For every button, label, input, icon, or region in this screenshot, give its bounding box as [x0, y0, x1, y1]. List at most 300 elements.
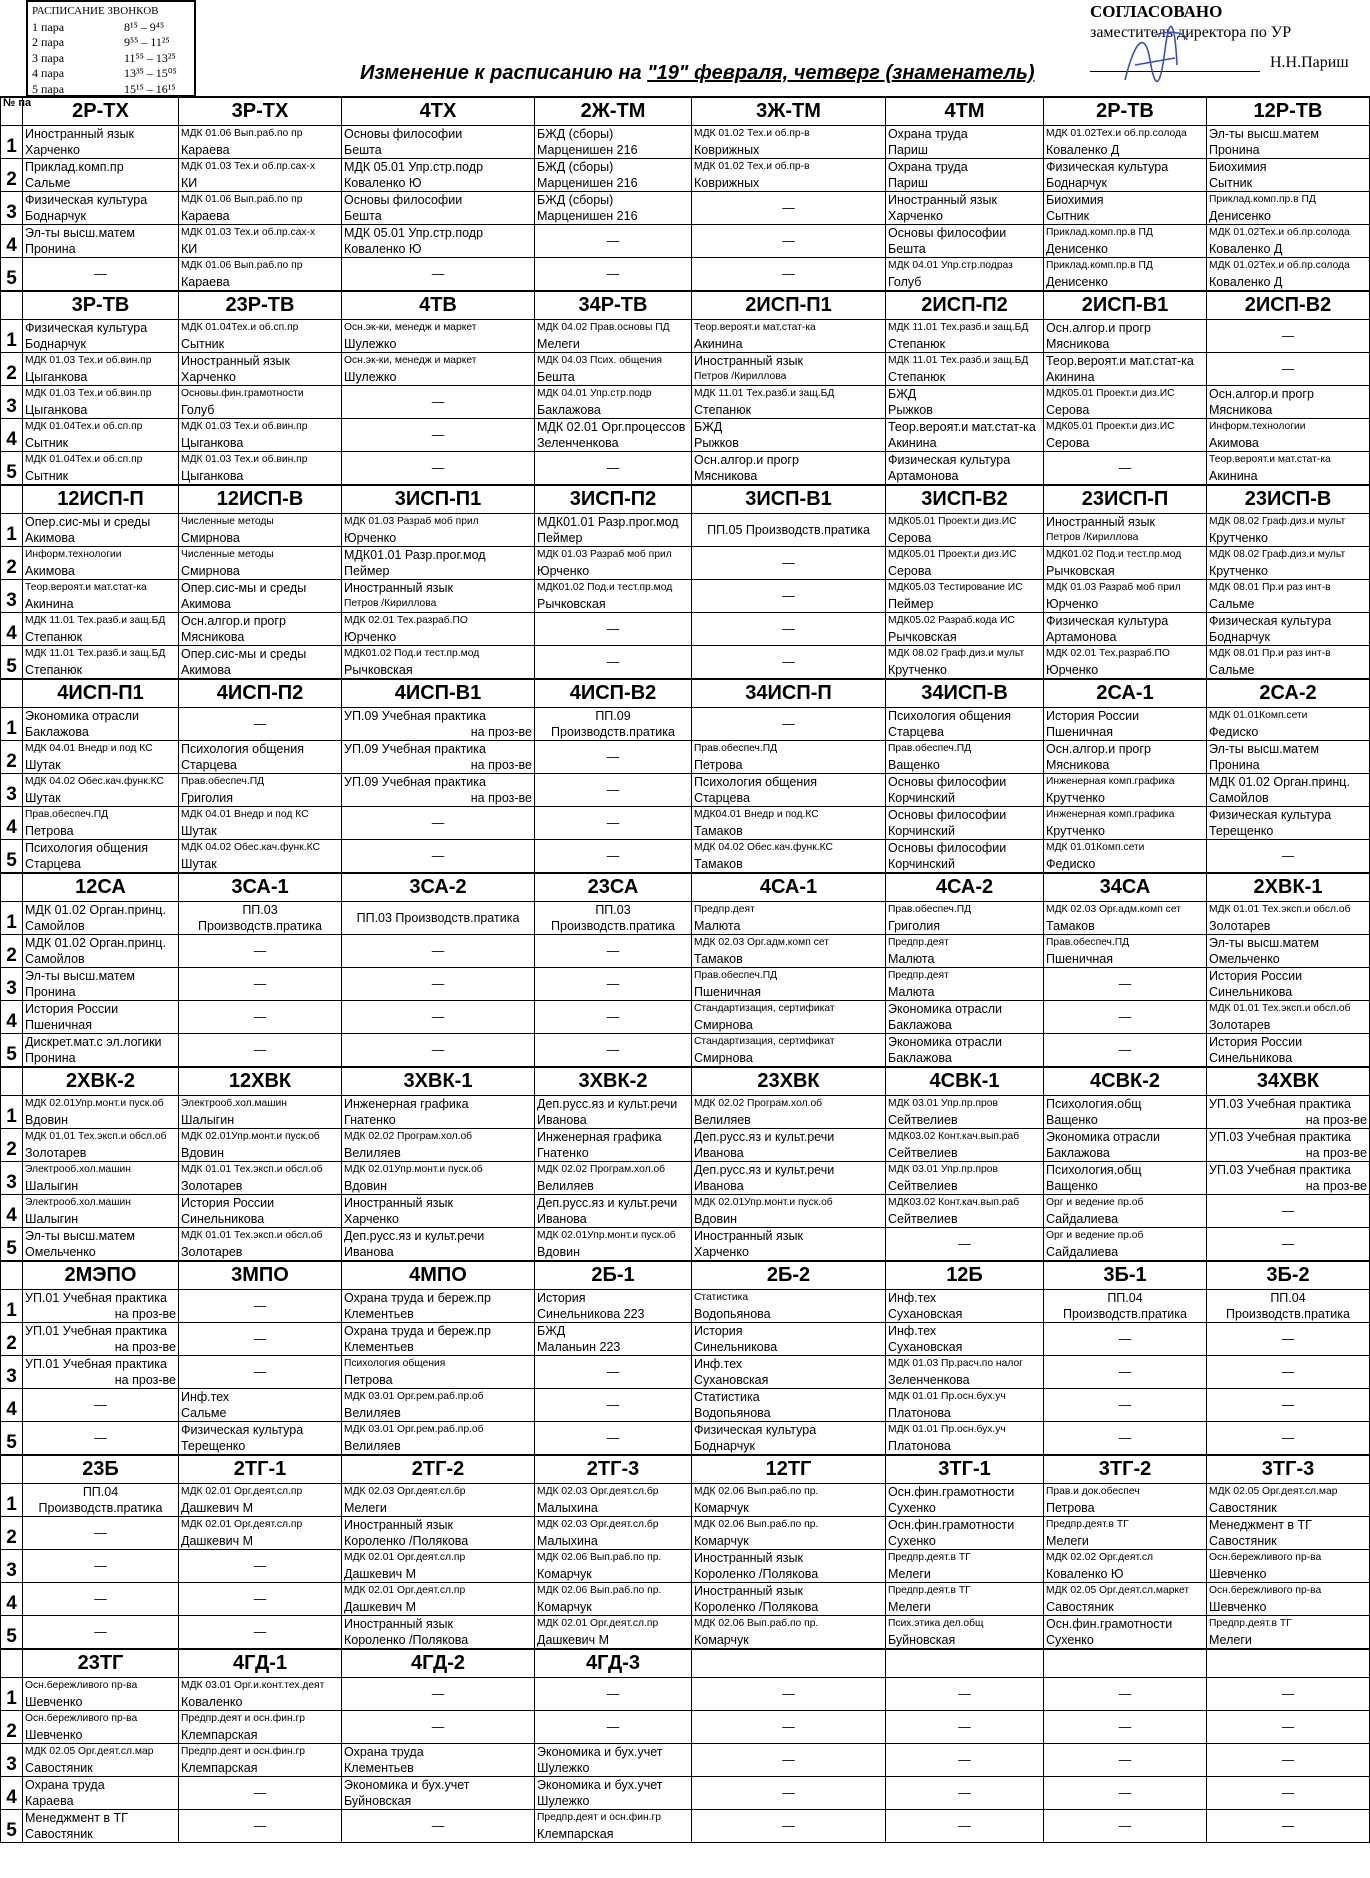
lesson-cell: —	[1044, 1389, 1207, 1422]
teacher-name: Буйновская	[888, 1633, 956, 1647]
pair-number: 2	[1, 547, 23, 580]
lesson-cell: —	[179, 1356, 342, 1389]
lesson-cell	[535, 547, 692, 580]
teacher-name: Мясникова	[1046, 758, 1110, 772]
subject-name: УП.01 Учебная практика	[25, 1291, 167, 1305]
subject-name: МДК 04.01 Внедр и под КС	[181, 809, 309, 820]
subject-name: БЖД (сборы)	[537, 193, 614, 207]
group-name: 2ХВК-2	[23, 1067, 179, 1096]
lesson-cell	[1044, 807, 1207, 840]
lesson-cell: —	[179, 1001, 342, 1034]
teacher-name: Акинина	[1209, 469, 1258, 483]
lesson-row	[1, 386, 1370, 419]
lesson-cell	[535, 902, 692, 935]
lesson-cell	[1044, 1129, 1207, 1162]
lesson-cell	[342, 514, 535, 547]
subject-name: Электрооб.хол.машин	[25, 1164, 131, 1175]
lesson-cell	[886, 258, 1044, 292]
lesson-row	[1, 1195, 1370, 1228]
lesson-row	[1, 159, 1370, 192]
lesson-cell	[23, 514, 179, 547]
subject-name: Деп.русс.яз и культ.речи	[537, 1196, 678, 1210]
subject-name: МДК 02.05 Орг.деят.сл.мар	[1209, 1486, 1338, 1497]
subject-name: Иностранный язык	[694, 1584, 803, 1598]
group-header-row	[1, 1067, 1370, 1096]
teacher-name: Золотарев	[181, 1245, 243, 1259]
subject-name: Основы философии	[888, 226, 1007, 240]
subject-name: Экономика отрасли	[1046, 1130, 1160, 1144]
teacher-name: Савостяник	[1209, 1534, 1277, 1548]
lesson-cell	[535, 1162, 692, 1195]
teacher-name: Вдовин	[537, 1245, 580, 1259]
lesson-cell	[1207, 902, 1370, 935]
teacher-name: Омельченко	[1209, 952, 1280, 966]
teacher-name: Синельникова	[694, 1340, 778, 1354]
subject-name: Иностранный язык	[694, 1229, 803, 1243]
group-name: 2ИСП-П2	[886, 291, 1044, 320]
subject-name: Прав.обеспеч.ПД	[888, 904, 972, 915]
pair-number-header	[1, 1649, 23, 1678]
subject-name: МДК 01.02 Орган.принц.	[25, 903, 166, 917]
lesson-cell	[535, 580, 692, 613]
subject-name: Физическая культура	[25, 193, 148, 207]
subject-name: Экономика и бух.учет	[537, 1778, 663, 1792]
lesson-cell	[886, 1583, 1044, 1616]
lesson-cell	[535, 192, 692, 225]
subject-name: УП.01 Учебная практика	[25, 1357, 167, 1371]
teacher-name: Шутак	[181, 857, 217, 871]
teacher-name: Сухенко	[888, 1534, 936, 1548]
subject-name: МДК 02.01 Тех.разраб.ПО	[344, 615, 468, 626]
lesson-row	[1, 708, 1370, 741]
subject-name: Иностранный язык	[694, 354, 803, 368]
pair-number: 3	[1, 1162, 23, 1195]
lesson-row	[1, 774, 1370, 807]
teacher-name: Ващенко	[1046, 1113, 1098, 1127]
lesson-row	[1, 419, 1370, 452]
subject-name: МДК 03.01 Орг.рем.раб.пр.об	[344, 1424, 484, 1435]
lesson-cell: —	[342, 1034, 535, 1068]
group-name: 3Б-1	[1044, 1261, 1207, 1290]
subject-name: Психология общения	[181, 742, 305, 756]
lesson-cell	[692, 902, 886, 935]
subject-name: УП.09 Учебная практика	[344, 742, 486, 756]
subject-name: Охрана труда	[25, 1778, 105, 1792]
pair-number: 4	[1, 613, 23, 646]
lesson-cell	[179, 840, 342, 874]
teacher-name: на проз-ве	[1305, 1146, 1367, 1160]
lesson-cell	[1207, 1034, 1370, 1068]
group-name: 4ИСП-П1	[23, 679, 179, 708]
lesson-cell	[535, 1228, 692, 1262]
teacher-name: Золотарев	[181, 1179, 243, 1193]
teacher-name: Цыганкова	[25, 403, 88, 417]
teacher-name: Рыжков	[694, 436, 739, 450]
lesson-cell	[179, 902, 342, 935]
teacher-name: Рычковская	[344, 663, 413, 677]
subject-name: ПП.04	[1270, 1291, 1306, 1305]
subject-name: БЖД	[694, 420, 723, 434]
pair-number: 5	[1, 258, 23, 292]
lesson-row	[1, 1517, 1370, 1550]
lesson-row	[1, 126, 1370, 159]
group-name: 2ИСП-В1	[1044, 291, 1207, 320]
lesson-cell	[1044, 1517, 1207, 1550]
lesson-cell	[1044, 419, 1207, 452]
lesson-cell	[179, 419, 342, 452]
subject-name: БЖД (сборы)	[537, 160, 614, 174]
teacher-name: Иванова	[344, 1245, 394, 1259]
lesson-cell	[342, 1356, 535, 1389]
lesson-cell: —	[342, 807, 535, 840]
lesson-row	[1, 968, 1370, 1001]
subject-name: Физическая культура	[25, 321, 148, 335]
pair-number: 1	[1, 1290, 23, 1323]
group-name: 23ХВК	[692, 1067, 886, 1096]
lesson-cell	[342, 741, 535, 774]
teacher-name: Рычковская	[537, 597, 606, 611]
title-date: "19" февраля, четверг (знаменатель)	[647, 62, 1035, 84]
subject-name: Осн.бережливого пр-ва	[25, 1713, 138, 1724]
lesson-cell	[886, 1422, 1044, 1456]
lesson-cell	[692, 320, 886, 353]
lesson-cell	[535, 708, 692, 741]
lesson-cell: —	[342, 840, 535, 874]
teacher-name: Велиляев	[344, 1406, 401, 1420]
lesson-cell	[692, 452, 886, 486]
lesson-cell	[535, 1096, 692, 1129]
group-name: 4ГД-2	[342, 1649, 535, 1678]
group-name: 4СА-2	[886, 873, 1044, 902]
lesson-cell	[342, 646, 535, 680]
teacher-name: Караева	[181, 143, 230, 157]
teacher-name: Баклажова	[1046, 1146, 1110, 1160]
lesson-cell	[1207, 1583, 1370, 1616]
lesson-cell	[886, 547, 1044, 580]
group-name: 2СА-2	[1207, 679, 1370, 708]
lesson-cell	[1044, 1228, 1207, 1262]
subject-name: МДК 01.06 Вып.раб.по пр	[181, 128, 303, 139]
pair-number: 1	[1, 1484, 23, 1517]
lesson-row	[1, 1777, 1370, 1810]
lesson-cell: —	[1207, 1678, 1370, 1711]
lesson-cell	[1044, 1162, 1207, 1195]
lesson-cell: —	[342, 968, 535, 1001]
subject-name: Эл-ты высш.матем	[25, 1229, 135, 1243]
group-header-row	[1, 485, 1370, 514]
lesson-cell	[342, 1744, 535, 1777]
lesson-cell	[342, 192, 535, 225]
lesson-cell	[1207, 159, 1370, 192]
teacher-name: Пеймер	[344, 564, 390, 578]
lesson-cell	[1207, 126, 1370, 159]
teacher-name: Крутченко	[1209, 564, 1268, 578]
subject-name: Осн.фин.грамотности	[888, 1518, 1015, 1532]
subject-name: МДК 01.02 Тех.и об.пр-в	[694, 128, 810, 139]
lesson-cell	[179, 386, 342, 419]
teacher-name: Мясникова	[694, 469, 758, 483]
lesson-cell	[1044, 840, 1207, 874]
lesson-cell	[342, 126, 535, 159]
lesson-cell	[23, 1744, 179, 1777]
subject-name: МДК 01.04Тех.и об.сп.пр	[25, 454, 143, 465]
pair-number: 1	[1, 1678, 23, 1711]
subject-name: Предпр.деят.в ТГ	[1209, 1618, 1292, 1629]
teacher-name: Короленко /Полякова	[694, 1567, 819, 1581]
subject-name: Опер.сис-мы и среды	[181, 647, 307, 661]
teacher-name: Акинина	[694, 337, 743, 351]
teacher-name: Юрченко	[1046, 663, 1099, 677]
teacher-name: Короленко /Полякова	[344, 1534, 469, 1548]
group-header-row	[1, 97, 1370, 126]
lesson-cell	[886, 708, 1044, 741]
subject-name: МДК 08.02 Граф.диз.и мульт	[1209, 516, 1346, 527]
pair-number: 4	[1, 807, 23, 840]
subject-name: МДК 02.02 Програм.хол.об	[537, 1164, 666, 1175]
lesson-row	[1, 741, 1370, 774]
teacher-name: Акимова	[25, 564, 75, 578]
lesson-cell: —	[692, 646, 886, 680]
lesson-cell	[886, 419, 1044, 452]
lesson-row	[1, 1389, 1370, 1422]
teacher-name: Иванова	[537, 1113, 587, 1127]
teacher-name: Шулежко	[344, 337, 397, 351]
lesson-cell	[692, 1484, 886, 1517]
lesson-cell	[342, 1550, 535, 1583]
teacher-name: Сайдалиева	[1046, 1212, 1119, 1226]
lesson-cell	[535, 1810, 692, 1843]
lesson-cell	[23, 225, 179, 258]
lesson-cell	[692, 1550, 886, 1583]
teacher-name: Мелеги	[344, 1501, 387, 1515]
teacher-name: Вдовин	[181, 1146, 224, 1160]
subject-name: Физическая культура	[1046, 160, 1169, 174]
subject-name: Предпр.деят.в ТГ	[888, 1552, 971, 1563]
lesson-cell: —	[886, 1810, 1044, 1843]
lesson-cell	[23, 1356, 179, 1389]
subject-name: Психология общения	[344, 1358, 446, 1369]
lesson-cell	[179, 514, 342, 547]
subject-name: МДК 01.01Комп.сети	[1209, 710, 1308, 721]
teacher-name: Марценишен 216	[537, 176, 638, 190]
lesson-cell	[23, 968, 179, 1001]
subject-name: Предпр.деят	[694, 904, 755, 915]
subject-name: Статистика	[694, 1390, 760, 1404]
lesson-cell	[342, 774, 535, 807]
teacher-name: Самойлов	[25, 919, 85, 933]
subject-name: Эл-ты высш.матем	[1209, 127, 1319, 141]
lesson-cell	[23, 159, 179, 192]
lesson-cell: —	[1207, 1228, 1370, 1262]
subject-name: МДК 01.02 Тех.и об.пр-в	[694, 161, 810, 172]
bell-schedule	[26, 0, 196, 97]
subject-name: МДК 02.06 Вып.раб.по пр.	[537, 1552, 662, 1563]
teacher-name: Акинина	[25, 597, 74, 611]
lesson-cell	[179, 1096, 342, 1129]
teacher-name: Малыхина	[537, 1534, 598, 1548]
teacher-name: Петрова	[25, 824, 74, 838]
subject-name: Менеджмент в ТГ	[1209, 1518, 1312, 1532]
subject-name: МДК 02.01Упр.монт.и пуск.об	[25, 1098, 164, 1109]
group-name: 2Б-1	[535, 1261, 692, 1290]
subject-name: Приклад.комп.пр.в ПД	[1046, 227, 1153, 238]
lesson-cell	[179, 1517, 342, 1550]
group-name: 23Б	[23, 1455, 179, 1484]
subject-name: МДК 02.06 Вып.раб.по пр.	[694, 1519, 819, 1530]
lesson-cell: —	[535, 258, 692, 292]
teacher-name: Серова	[1046, 436, 1090, 450]
lesson-cell	[342, 159, 535, 192]
lesson-cell: —	[692, 1711, 886, 1744]
subject-name: Деп.русс.яз и культ.речи	[537, 1097, 678, 1111]
lesson-cell	[1207, 1550, 1370, 1583]
group-name: 3ИСП-В2	[886, 485, 1044, 514]
lesson-row	[1, 1228, 1370, 1262]
subject-name: Теор.вероят.и мат.стат-ка	[694, 322, 816, 333]
lesson-cell: —	[535, 1389, 692, 1422]
teacher-name: Юрченко	[344, 531, 397, 545]
teacher-name: на проз-ве	[1305, 1179, 1367, 1193]
bell-row	[32, 51, 190, 67]
lesson-cell	[886, 1323, 1044, 1356]
lesson-cell	[179, 1195, 342, 1228]
lesson-cell: —	[692, 1678, 886, 1711]
subject-name: ПП.03	[595, 903, 631, 917]
teacher-name: Юрченко	[344, 630, 397, 644]
subject-name: МДК 02.01 Орг.деят.сл.пр	[181, 1486, 303, 1497]
lesson-cell	[179, 646, 342, 680]
lesson-cell	[23, 547, 179, 580]
subject-name: МДК 02.03 Орг.адм.комп сет	[694, 937, 829, 948]
teacher-name: Федиско	[1046, 857, 1096, 871]
lesson-cell: —	[23, 1389, 179, 1422]
teacher-name: Зеленченкова	[888, 1373, 970, 1387]
group-name: 12Б	[886, 1261, 1044, 1290]
lesson-cell	[23, 386, 179, 419]
teacher-name: Денисенко	[1209, 209, 1271, 223]
teacher-name: Сейтвелиев	[888, 1212, 958, 1226]
teacher-name: Велиляев	[344, 1146, 401, 1160]
subject-name: Охрана труда и береж.пр	[344, 1291, 491, 1305]
teacher-name: Юрченко	[1046, 597, 1099, 611]
pair-number: 2	[1, 1323, 23, 1356]
lesson-cell: —	[535, 646, 692, 680]
teacher-name: Мелеги	[1209, 1633, 1252, 1647]
subject-name: Осн.алгор.и прогр	[1046, 742, 1151, 756]
subject-name: Физическая культура	[694, 1423, 817, 1437]
teacher-name: Терещенко	[1209, 824, 1274, 838]
teacher-name: Шалыгин	[25, 1179, 79, 1193]
teacher-name: Шулежко	[344, 370, 397, 384]
subject-name: Предпр.деят и осн.фин.гр	[181, 1746, 305, 1757]
lesson-cell	[179, 1678, 342, 1711]
teacher-name: Париш	[888, 176, 928, 190]
lesson-cell	[1207, 386, 1370, 419]
lesson-cell	[23, 1096, 179, 1129]
subject-name: Предпр.деят	[888, 970, 949, 981]
lesson-cell: —	[1207, 1195, 1370, 1228]
lesson-cell	[1207, 935, 1370, 968]
lesson-cell: —	[1044, 1001, 1207, 1034]
teacher-name: Тамаков	[1046, 919, 1095, 933]
subject-name: МДК 01.02Тех.и об.пр.солода	[1046, 128, 1187, 139]
subject-name: УП.03 Учебная практика	[1209, 1130, 1351, 1144]
teacher-name: Харченко	[25, 143, 80, 157]
lesson-cell	[886, 968, 1044, 1001]
subject-name: Основы философии	[344, 127, 463, 141]
teacher-name: на проз-ве	[1305, 1113, 1367, 1127]
subject-name: Основы философии	[888, 808, 1007, 822]
group-header-row	[1, 1649, 1370, 1678]
lesson-cell	[342, 1290, 535, 1323]
lesson-cell: —	[535, 1356, 692, 1389]
lesson-cell: —	[886, 1711, 1044, 1744]
subject-name: УП.01 Учебная практика	[25, 1324, 167, 1338]
group-name: 2Р-ТВ	[1044, 97, 1207, 126]
teacher-name: Гнатенко	[537, 1146, 589, 1160]
lesson-cell: —	[886, 1228, 1044, 1262]
teacher-name: Акимова	[25, 531, 75, 545]
teacher-name: Мясникова	[1209, 403, 1273, 417]
subject-name: ПП.03	[242, 903, 278, 917]
lesson-cell: —	[535, 1711, 692, 1744]
lesson-cell: —	[535, 1001, 692, 1034]
subject-name: Биохимия	[1046, 193, 1104, 207]
subject-name: Эл-ты высш.матем	[1209, 742, 1319, 756]
lesson-cell: —	[342, 935, 535, 968]
teacher-name: Терещенко	[181, 1439, 246, 1453]
group-name: 3ИСП-П1	[342, 485, 535, 514]
subject-name: Психология.общ	[1046, 1163, 1142, 1177]
teacher-name: Караева	[181, 209, 230, 223]
subject-name: Психология общения	[694, 775, 818, 789]
pair-number: 1	[1, 126, 23, 159]
subject-name: История России	[1209, 1035, 1303, 1049]
lesson-row	[1, 547, 1370, 580]
lesson-cell: —	[23, 1517, 179, 1550]
group-name: 12ТГ	[692, 1455, 886, 1484]
subject-name: УП.09 Учебная практика	[344, 709, 486, 723]
subject-name: Иностранный язык	[344, 581, 453, 595]
lesson-cell	[23, 452, 179, 486]
subject-name: Экономика отрасли	[888, 1035, 1002, 1049]
teacher-name: Пронина	[25, 985, 76, 999]
teacher-name: Артамонова	[1046, 630, 1117, 644]
teacher-name: Сытник	[1209, 176, 1253, 190]
teacher-name: Шулежко	[537, 1761, 590, 1775]
teacher-name: Петров /Кириллова	[1046, 532, 1139, 543]
teacher-name: Харченко	[181, 370, 236, 384]
subject-name: Численные методы	[181, 516, 274, 527]
lesson-cell	[179, 353, 342, 386]
lesson-cell	[1044, 1096, 1207, 1129]
lesson-cell	[692, 419, 886, 452]
teacher-name: Крутченко	[1046, 791, 1105, 805]
teacher-name: Дашкевич М	[181, 1534, 254, 1548]
lesson-cell: —	[23, 1422, 179, 1456]
group-name: 2ТГ-2	[342, 1455, 535, 1484]
lesson-cell	[1044, 258, 1207, 292]
lesson-cell: —	[535, 935, 692, 968]
subject-name: История России	[1046, 709, 1140, 723]
subject-name: Прав.и док.обеспеч	[1046, 1486, 1140, 1497]
teacher-name: Производств.пратика	[38, 1501, 163, 1515]
teacher-name: Акимова	[181, 663, 231, 677]
lesson-cell	[1207, 547, 1370, 580]
lesson-cell: —	[692, 580, 886, 613]
teacher-name: Производств.пратика	[551, 725, 675, 739]
teacher-name: Вдовин	[344, 1179, 387, 1193]
